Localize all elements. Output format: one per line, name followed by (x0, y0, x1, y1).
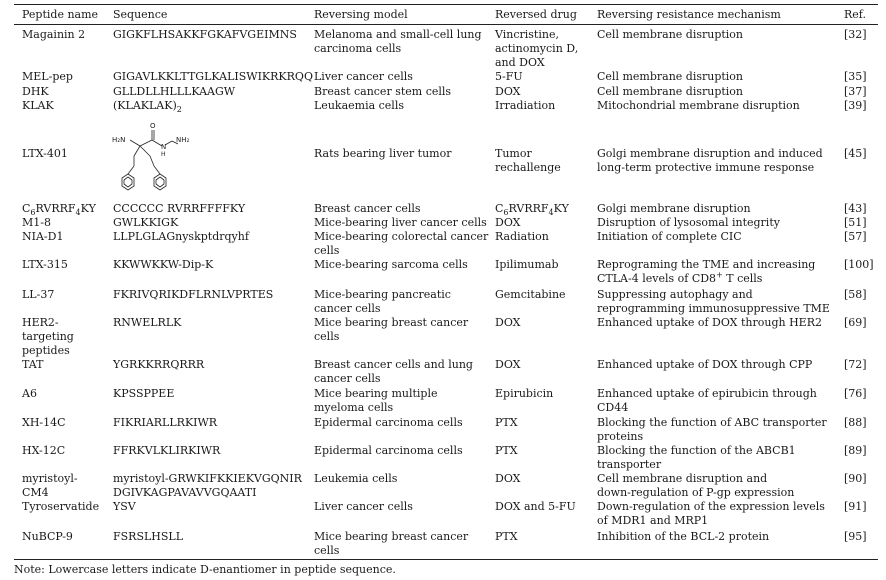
table-top-rule (14, 4, 878, 5)
cell-sequence: GIGKFLHSAKKFGKAFVGEIMNS (113, 28, 297, 41)
cell-drug: Tumor (495, 147, 532, 160)
cell-ref: [76] (844, 387, 867, 400)
cell-name: NIA-D1 (22, 230, 64, 243)
cell-model: cells (314, 330, 340, 343)
cell-name: TAT (22, 358, 44, 371)
cell-drug: $C_6RVRRF_4KY$ (495, 202, 569, 218)
cell-mechanism: Inhibition of the BCL-2 protein (597, 530, 770, 543)
cell-mechanism: transporter (597, 458, 662, 471)
cell-sequence: KKWWKKW-Dip-K (113, 258, 214, 271)
table-header-rule (14, 24, 878, 25)
cell-ref: [35] (844, 70, 867, 83)
header-ref: Ref. (844, 8, 866, 21)
table-note: Note: Lowercase letters indicate D-enantiomer in peptide sequence. (14, 563, 396, 576)
cell-model: cells (314, 244, 340, 257)
cell-ref: [69] (844, 316, 867, 329)
cell-drug: actinomycin D, (495, 42, 579, 55)
cell-name: MEL-pep (22, 70, 73, 83)
cell-drug: Irradiation (495, 99, 556, 112)
cell-drug: PTX (495, 416, 518, 429)
cell-ref: [100] (844, 258, 874, 271)
cell-mechanism: Cell membrane disruption (597, 85, 744, 98)
cell-model: Mice-bearing colorectal cancer (314, 230, 489, 243)
header-model: Reversing model (314, 8, 408, 21)
cell-mechanism: Initiation of complete CIC (597, 230, 742, 243)
cell-mechanism: Disruption of lysosomal integrity (597, 216, 780, 229)
cell-name: CM4 (22, 486, 49, 499)
cell-sequence: YGRKKRRQRRR (113, 358, 205, 371)
cell-drug: Epirubicin (495, 387, 554, 400)
cell-model: Leukemia cells (314, 472, 398, 485)
cell-sequence: $(KLAKLAK)_2$ (113, 99, 182, 115)
cell-name: KLAK (22, 99, 54, 112)
cell-drug: rechallenge (495, 161, 561, 174)
cell-model: Breast cancer stem cells (314, 85, 452, 98)
cell-drug: DOX and 5-FU (495, 500, 576, 513)
cell-mechanism: of MDR1 and MRP1 (597, 514, 709, 527)
cell-name: XH-14C (22, 416, 66, 429)
cell-model: Leukaemia cells (314, 99, 404, 112)
cell-ref: [45] (844, 147, 867, 160)
cell-name: HX-12C (22, 444, 66, 457)
header-drug: Reversed drug (495, 8, 577, 21)
cell-sequence: GIGAVLKKLTTGLKALISWIKRKRQQ (113, 70, 313, 83)
cell-name: DHK (22, 85, 49, 98)
cell-name: HER2- (22, 316, 59, 329)
cell-drug: DOX (495, 85, 521, 98)
cell-sequence: FIKRIARLLRKIWR (113, 416, 218, 429)
cell-mechanism: down-regulation of P-gp expression (597, 486, 795, 499)
cell-drug: Vincristine, (495, 28, 559, 41)
cell-sequence: LLPLGLAGnyskptdrqyhf (113, 230, 249, 243)
cell-name: Tyroservatide (22, 500, 100, 513)
cell-model: Melanoma and small-cell lung (314, 28, 482, 41)
cell-sequence: FKRIVQRIKDFLRNLVPRTES (113, 288, 274, 301)
cell-model: Rats bearing liver tumor (314, 147, 452, 160)
cell-name: LTX-401 (22, 147, 68, 160)
cell-sequence: YSV (113, 500, 136, 513)
cell-drug: Ipilimumab (495, 258, 559, 271)
cell-mechanism: CD44 (597, 401, 629, 414)
cell-mechanism: Reprograming the TME and increasing (597, 258, 816, 271)
nh2-right-label: NH₂ (176, 136, 190, 144)
cell-mechanism: CTLA-4 levels of CD8+ T cells (597, 270, 763, 285)
h2n-left-label: H₂N (112, 136, 126, 144)
ltx-401-structure (110, 118, 190, 202)
cell-ref: [58] (844, 288, 867, 301)
cell-sequence: FSRSLHSLL (113, 530, 184, 543)
table-bottom-rule (14, 559, 878, 560)
cell-sequence: GWLKKIGK (113, 216, 179, 229)
header-mechanism: Reversing resistance mechanism (597, 8, 781, 21)
cell-mechanism: Cell membrane disruption (597, 28, 744, 41)
cell-drug: DOX (495, 316, 521, 329)
cell-model: Epidermal carcinoma cells (314, 416, 463, 429)
cell-drug: DOX (495, 472, 521, 485)
cell-name: A6 (22, 387, 37, 400)
cell-model: Epidermal carcinoma cells (314, 444, 463, 457)
cell-mechanism: Enhanced uptake of epirubicin through (597, 387, 817, 400)
cell-model: Mice bearing breast cancer (314, 316, 469, 329)
cell-mechanism: long-term protective immune response (597, 161, 815, 174)
cell-mechanism: Cell membrane disruption and (597, 472, 768, 485)
cell-sequence: CCCCCC RVRRFFFFKY (113, 202, 246, 215)
cell-model: cancer cells (314, 302, 381, 315)
cell-ref: [88] (844, 416, 867, 429)
cell-model: Mice-bearing pancreatic (314, 288, 451, 301)
cell-name: $C_6RVRRF_4KY$ (22, 202, 96, 218)
cell-model: cells (314, 544, 340, 557)
cell-name: M1-8 (22, 216, 51, 229)
hydrogen-label: H (161, 151, 166, 158)
cell-mechanism: reprogramming immunosuppressive TME (597, 302, 830, 315)
cell-ref: [72] (844, 358, 867, 371)
cell-name: LL-37 (22, 288, 55, 301)
cell-ref: [39] (844, 99, 867, 112)
cell-ref: [95] (844, 530, 867, 543)
cell-ref: [32] (844, 28, 867, 41)
cell-sequence: DGIVKAGPAVAVVGQAATI (113, 486, 257, 499)
cell-mechanism: Golgi membrane disruption and induced (597, 147, 823, 160)
cell-ref: [51] (844, 216, 867, 229)
cell-model: myeloma cells (314, 401, 394, 414)
cell-model: Mice bearing breast cancer (314, 530, 469, 543)
header-peptide-name: Peptide name (22, 8, 99, 21)
cell-mechanism: Enhanced uptake of DOX through HER2 (597, 316, 822, 329)
cell-mechanism: Golgi membrane disruption (597, 202, 751, 215)
cell-mechanism: Down-regulation of the expression levels (597, 500, 825, 513)
cell-mechanism: Blocking the function of ABC transporter (597, 416, 827, 429)
cell-drug: PTX (495, 530, 518, 543)
cell-drug: Gemcitabine (495, 288, 566, 301)
cell-name: targeting (22, 330, 74, 343)
cell-sequence: myristoyl-GRWKIFKKIEKVGQNIR (113, 472, 302, 485)
cell-model: Breast cancer cells and lung (314, 358, 473, 371)
cell-sequence: KPSSPPEE (113, 387, 175, 400)
cell-drug: PTX (495, 444, 518, 457)
cell-name: peptides (22, 344, 70, 357)
cell-model: Mice-bearing sarcoma cells (314, 258, 468, 271)
cell-name: NuBCP-9 (22, 530, 73, 543)
cell-ref: [89] (844, 444, 867, 457)
cell-ref: [37] (844, 85, 867, 98)
cell-drug: DOX (495, 358, 521, 371)
cell-model: carcinoma cells (314, 42, 402, 55)
cell-ref: [90] (844, 472, 867, 485)
cell-model: Liver cancer cells (314, 500, 413, 513)
cell-model: cancer cells (314, 372, 381, 385)
cell-name: myristoyl- (22, 472, 78, 485)
cell-mechanism: Suppressing autophagy and (597, 288, 753, 301)
cell-mechanism: Mitochondrial membrane disruption (597, 99, 800, 112)
cell-mechanism: Cell membrane disruption (597, 70, 744, 83)
cell-ref: [43] (844, 202, 867, 215)
cell-mechanism: Blocking the function of the ABCB1 (597, 444, 796, 457)
cell-ref: [57] (844, 230, 867, 243)
cell-sequence: GLLDLLHLLLKAAGW (113, 85, 236, 98)
cell-sequence: FFRKVLKLIRKIWR (113, 444, 221, 457)
cell-drug: 5-FU (495, 70, 523, 83)
nitrogen-label: N (161, 143, 167, 151)
cell-drug: DOX (495, 216, 521, 229)
cell-model: Mice bearing multiple (314, 387, 438, 400)
oxygen-label: O (150, 122, 156, 130)
cell-drug: and DOX (495, 56, 545, 69)
cell-model: Breast cancer cells (314, 202, 421, 215)
cell-mechanism: Enhanced uptake of DOX through CPP (597, 358, 813, 371)
header-sequence: Sequence (113, 8, 168, 21)
cell-mechanism: proteins (597, 430, 644, 443)
cell-model: Liver cancer cells (314, 70, 413, 83)
cell-name: LTX-315 (22, 258, 68, 271)
cell-sequence: RNWELRLK (113, 316, 182, 329)
cell-drug: Radiation (495, 230, 549, 243)
cell-model: Mice-bearing liver cancer cells (314, 216, 487, 229)
cell-name: Magainin 2 (22, 28, 86, 41)
cell-ref: [91] (844, 500, 867, 513)
